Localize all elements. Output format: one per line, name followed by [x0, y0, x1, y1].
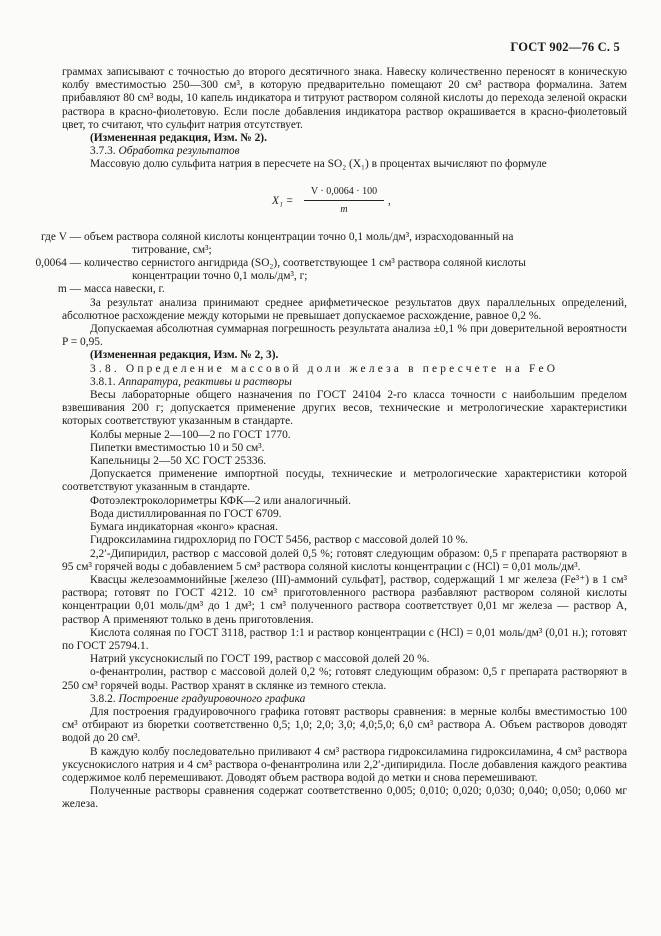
list-item: Весы лабораторные общего назначения по ГОСТ 24104 2-го класса точности с наибольшим пределом взвешивания 200 г; допускается применение других весов, технические и метрологические характеристики которых соответствуют указанным в стандарте. [62, 389, 627, 428]
amendment-note-1: (Измененная редакция, Изм. № 2). [90, 132, 267, 145]
list-item: Пипетки вместимостью 10 и 50 см³. [90, 441, 265, 454]
list-item: Вода дистиллированная по ГОСТ 6709. [90, 507, 282, 520]
where-text [84, 231, 627, 257]
formula-tail: , [388, 194, 391, 207]
amendment-note-2: (Измененная редакция, Изм. № 2, 3). [90, 349, 279, 362]
paragraph-error: Допускаемая абсолютная суммарная погрешность результата анализа ±0,1 % при доверительной вероятности P = 0,95. [62, 323, 627, 349]
where-label: m — [57, 283, 81, 296]
section-3-8-1-heading [62, 376, 627, 389]
section-number: 3.8.1. [90, 375, 116, 388]
where-text [84, 283, 627, 296]
section-3-8-heading: 3.8. Определение массовой доли железа в пересчете на FeO [90, 362, 559, 375]
section-number: 3.8.2. [90, 692, 116, 705]
where-text-line: объем раствора соляной кислоты концентрации точно 0,1 моль/дм³, израсходованный на [84, 230, 514, 243]
list-item: Колбы мерные 2—100—2 по ГОСТ 1770. [90, 428, 291, 441]
where-text-line: масса навески, г. [84, 283, 165, 296]
where-item-m [6, 283, 627, 296]
list-item: Квасцы железоаммонийные [железо (III)-аммоний сульфат], раствор, содержащий 1 мг железа (Fe³⁺) в 1 см³ раствора; готовят по ГОСТ 4212. 10 см³ приготовленного раствора разбавляют раствором соляной кислоты концентрации 0,01 моль/дм³ до 1 дм³; 1 см³ полученного раствора соответствует 0,01 мг железа — раствор А, раствор А применяют только в день приготовления. [62, 573, 627, 626]
list-item: Допускается применение импортной посуды, технические и метрологические характеристики которой соответствуют указанным в стандарте. [62, 468, 627, 494]
section-title: Построение градуировочного графика [118, 692, 306, 705]
section-3-7-3-heading [62, 145, 627, 158]
where-text [84, 257, 627, 283]
section-3-8-2-heading [62, 693, 627, 706]
list-item: Бумага индикаторная «конго» красная. [90, 521, 278, 534]
paragraph-intro: граммах записывают с точностью до второго десятичного знака. Навеску количественно переносят в коническую колбу вместимостью 250—300 см³, в которую предварительно помещают 20 см³ раствора формалина. Затем прибавляют 80 см³ воды, 10 капель индикатора и титруют раствором соляной кислоты до перехода зеленой окраски раствора в красно-фиолетовую. Если после добавления индикатора раствор окрашивается в красно-фиолетовый цвет, то считают, что сульфит натрия отсутствует. [62, 66, 627, 131]
formula-intro: Массовую долю сульфита натрия в пересчете на SO₂ (X₁) в процентах вычисляют по формуле [90, 158, 547, 171]
list-item: Фотоэлектроколориметры КФК—2 или аналогичный. [90, 494, 351, 507]
where-label: где V — [40, 230, 81, 243]
list-item: Капельницы 2—50 ХС ГОСТ 25336. [90, 455, 267, 468]
formula-fraction [304, 185, 384, 216]
where-item-v [6, 231, 627, 257]
list-item: о-фенантролин, раствор с массовой долей 0,2 %; готовят следующим образом: 0,5 г препарата растворяют в 250 см³ горячей воды. Раствор хранят в склянке из темного стекла. [62, 666, 627, 692]
list-item: Кислота соляная по ГОСТ 3118, раствор 1:1 и раствор концентрации c (HCl) = 0,01 моль/дм³ (0,01 н.); готовят по ГОСТ 25794.1. [62, 626, 627, 652]
where-text-cont: концентрации точно 0,1 моль/дм³, г; [132, 270, 308, 283]
formula-numerator: V · 0,0064 · 100 [304, 185, 384, 201]
list-item: Натрий уксуснокислый по ГОСТ 199, раствор с массовой долей 20 %. [90, 653, 430, 666]
formula [272, 185, 627, 221]
document-body [35, 66, 627, 812]
paragraph-calibration-3: Полученные растворы сравнения содержат соответственно 0,005; 0,010; 0,020; 0,030; 0,040; 0,050; 0,060 мг железа. [62, 785, 627, 811]
formula-denominator: m [340, 203, 348, 215]
section-title: Обработка результатов [118, 145, 240, 158]
where-text-cont: титрование, см³; [132, 243, 212, 256]
where-text-line: количество сернистого ангидрида (SO₂), соответствующее 1 см³ раствора соляной кислоты [84, 257, 526, 270]
list-item: 2,2′-Дипиридил, раствор с массовой долей 0,5 %; готовят следующим образом: 0,5 г препарата растворяют в 95 см³ горячей воды с добавлением 5 см³ раствора соляной кислоты концентрации c (HCl) = 0,01 моль/дм³. [62, 547, 627, 573]
list-item: Гидроксиламина гидрохлорид по ГОСТ 5456, раствор с массовой долей 10 %. [90, 534, 468, 547]
section-title: Аппаратура, реактивы и растворы [118, 375, 292, 388]
where-label: 0,0064 — [35, 257, 81, 270]
paragraph-calibration-2: В каждую колбу последовательно приливают 4 см³ раствора гидроксиламина гидроксиламина, 4 см³ раствора уксуснокислого натрия и 4 см³ раствора о-фенантролина или 2,2′-дипиридила. После добавления каждого реактива содержимое колб перемешивают. Доводят объем раствора водой до метки и снова перемешивают. [62, 745, 627, 784]
section-number: 3.7.3. [90, 145, 116, 158]
page-header: ГОСТ 902—76 С. 5 [510, 40, 620, 54]
paragraph-calibration-1: Для построения градуировочного графика готовят растворы сравнения: в мерные колбы вместимостью 100 см³ отбирают из бюретки соответственно 0,5; 1,0; 2,0; 3,0; 4,0;5,0; 6,0 см³ раствора А. Объем растворов доводят водой до 20 см³. [62, 705, 627, 745]
where-item-coef [6, 257, 627, 283]
formula-lhs: X₁ = [272, 194, 294, 207]
paragraph-result: За результат анализа принимают среднее арифметическое результатов двух параллельных определений, абсолютное расхождение между которыми не превышает допускаемое расхождение, равное 0,2 %. [62, 296, 627, 322]
